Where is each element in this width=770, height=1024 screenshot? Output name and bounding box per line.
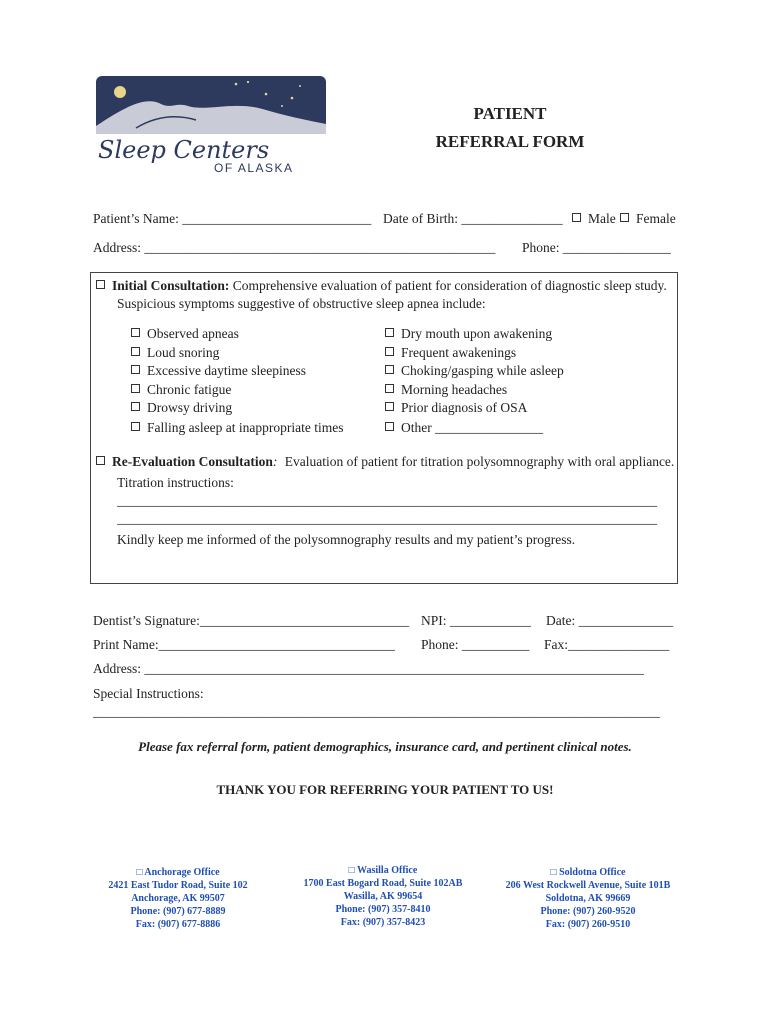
symptom-checkbox-item[interactable] [131,345,219,361]
patient-name-field[interactable]: Patient’s Name: ____________________________ [93,211,372,226]
symptom-checkbox-item[interactable] [131,420,343,436]
office-fax: Fax: (907) 260-9510 [545,919,631,930]
reevaluation-heading: Re-Evaluation Consultation [112,454,273,469]
symptom-label: Observed apneas [147,326,239,341]
logo-sub-text: OF ALASKA [214,161,294,175]
office-soldotna [493,866,683,931]
dentist-phone-field[interactable]: Phone: __________ [421,637,530,652]
initial-consultation-text: Comprehensive evaluation of patient for consideration of diagnostic sleep study. [232,278,667,293]
symptom-label: Prior diagnosis of OSA [401,400,528,415]
symptom-checkbox-item[interactable] [131,326,239,342]
checkbox-icon [96,456,105,465]
symptom-checkbox-item[interactable] [385,382,507,398]
office-wasilla [288,864,478,929]
symptom-checkbox-item[interactable] [385,420,543,436]
office-fax: Fax: (907) 357-8423 [340,917,426,928]
npi-field[interactable]: NPI: ____________ [421,613,531,628]
symptom-checkbox-item[interactable] [385,400,527,416]
reevaluation-colon: : [272,454,278,469]
office-fax: Fax: (907) 677-8886 [135,919,221,930]
special-instructions-line[interactable]: ____________________________________________________________________________________ [93,704,660,719]
titration-line-1[interactable]: ________________________________________________________________________________ [117,493,657,508]
office-street: 2421 East Tudor Road, Suite 102 [108,880,248,891]
symptom-label: Choking/gasping while asleep [401,363,564,378]
female-label: Female [636,211,676,226]
office-city: Soldotna, AK 99669 [545,893,631,904]
office-phone: Phone: (907) 357-8410 [335,904,431,915]
checkbox-icon [385,384,394,393]
checkbox-icon [385,328,394,337]
symptom-label: Morning headaches [401,381,508,397]
checkbox-icon [96,280,105,289]
date-field[interactable]: Date: ______________ [546,613,674,628]
logo-script-text: Sleep Centers [98,136,270,164]
office-phone: Phone: (907) 677-8889 [130,906,226,917]
titration-label: Titration instructions: [117,475,234,490]
office-name: □ Anchorage Office [136,867,220,878]
print-name-field[interactable]: Print Name:___________________________________ [93,637,395,652]
checkbox-icon [131,422,140,431]
initial-consultation-heading: Initial Consultation: [112,278,230,293]
symptom-label: Other ________________ [401,420,544,435]
form-title-line1: PATIENT [473,104,547,123]
dob-field[interactable]: Date of Birth: _______________ [383,211,563,226]
office-anchorage [83,866,273,931]
office-name: □ Wasilla Office [348,865,418,876]
symptom-label: Drowsy driving [147,400,233,415]
male-label: Male [588,211,616,226]
reevaluation-row[interactable] [96,454,674,470]
checkbox-icon [131,365,140,374]
symptom-label: Dry mouth upon awakening [401,326,553,341]
symptom-label: Excessive daytime sleepiness [147,363,306,378]
fax-instructions: Please fax referral form, patient demographics, insurance card, and pertinent clinical notes. [138,739,632,754]
dentist-address-field[interactable]: Address: __________________________________________________________________________ [93,661,644,676]
office-phone: Phone: (907) 260-9520 [540,906,636,917]
symptom-checkbox-item[interactable] [385,363,564,379]
checkbox-icon [385,365,394,374]
phone-field[interactable]: Phone: ________________ [522,240,671,255]
symptom-checkbox-item[interactable] [385,326,552,342]
sleep-centers-logo [96,76,326,176]
checkbox-icon [131,384,140,393]
initial-consultation-row[interactable] [96,278,667,294]
checkbox-icon [385,402,394,411]
male-checkbox[interactable] [572,211,616,227]
thank-you-text: THANK YOU FOR REFERRING YOUR PATIENT TO US! [216,782,554,797]
reevaluation-text: Evaluation of patient for titration polysomnography with oral appliance. [284,454,675,469]
symptom-label: Frequent awakenings [401,344,517,360]
office-city: Wasilla, AK 99654 [343,891,423,902]
symptom-checkbox-item[interactable] [385,345,516,361]
special-instructions-label: Special Instructions: [93,686,204,701]
symptom-checkbox-item[interactable] [131,363,306,379]
checkbox-icon [131,347,140,356]
keep-informed-text: Kindly keep me informed of the polysomnography results and my patient’s progress. [117,532,576,547]
symptom-label: Loud snoring [147,344,220,360]
symptom-checkbox-item[interactable] [131,400,232,416]
symptoms-intro: Suspicious symptoms suggestive of obstructive sleep apnea include: [117,296,486,311]
office-street: 1700 East Bogard Road, Suite 102AB [303,878,463,889]
address-field[interactable]: Address: ____________________________________________________ [93,240,496,255]
symptom-label: Falling asleep at inappropriate times [147,420,344,435]
symptom-label: Chronic fatigue [147,381,232,397]
dentist-fax-field[interactable]: Fax:_______________ [544,637,670,652]
checkbox-icon [385,422,394,431]
checkbox-icon [131,402,140,411]
symptom-checkbox-item[interactable] [131,382,231,398]
office-street: 206 West Rockwell Avenue, Suite 101B [505,880,671,891]
checkbox-icon [620,213,629,222]
dentist-signature-field[interactable]: Dentist’s Signature:_______________________________ [93,613,410,628]
female-checkbox[interactable] [620,211,676,227]
checkbox-icon [572,213,581,222]
office-name: □ Soldotna Office [550,867,626,878]
titration-line-2[interactable]: ________________________________________________________________________________ [117,511,657,526]
form-title-line2: REFERRAL FORM [435,132,585,151]
checkbox-icon [131,328,140,337]
office-city: Anchorage, AK 99507 [131,893,225,904]
checkbox-icon [385,347,394,356]
